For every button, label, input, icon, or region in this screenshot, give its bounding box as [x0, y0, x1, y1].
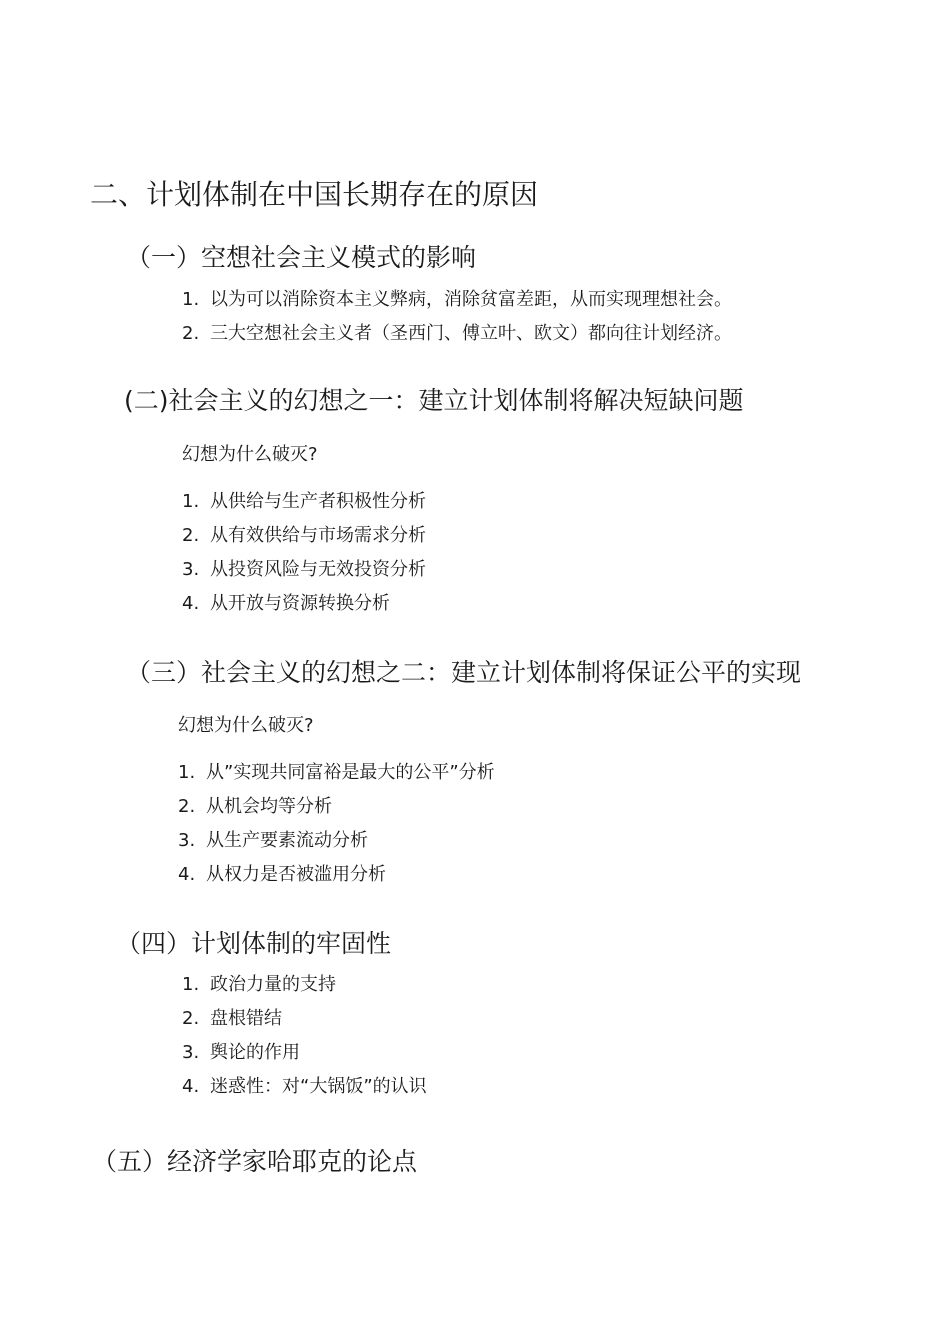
- list-item-number: 2.: [178, 796, 196, 817]
- list-item: [182, 1042, 300, 1064]
- list-item-text: 从权力是否被滥用分析: [206, 864, 386, 885]
- section-heading-3: （三）社会主义的幻想之二：建立计划体制将保证公平的实现: [126, 658, 802, 687]
- list-item-text: 政治力量的支持: [210, 974, 336, 995]
- list-item-text: 从机会均等分析: [206, 796, 332, 817]
- list-item: [182, 289, 732, 311]
- list-item-text: 从”实现共同富裕是最大的公平”分析: [206, 762, 495, 783]
- list-item: [182, 491, 426, 513]
- list-item-text: 以为可以消除资本主义弊病，消除贫富差距，从而实现理想社会。: [210, 289, 732, 310]
- list-item: [182, 593, 390, 615]
- list-item-text: 三大空想社会主义者（圣西门、傅立叶、欧文）都向往计划经济。: [210, 323, 732, 344]
- list-item-number: 4.: [182, 1076, 200, 1097]
- section-question: 幻想为什么破灭?: [182, 444, 318, 465]
- list-item-text: 舆论的作用: [210, 1042, 300, 1063]
- list-item: [182, 974, 336, 996]
- list-item-text: 从供给与生产者积极性分析: [210, 491, 426, 512]
- list-item-number: 1.: [182, 491, 200, 512]
- section-heading-4: （四）计划体制的牢固性: [116, 929, 392, 958]
- section-heading-2: (二)社会主义的幻想之一：建立计划体制将解决短缺问题: [124, 386, 744, 415]
- section-heading-5: （五）经济学家哈耶克的论点: [92, 1147, 418, 1176]
- list-item: [178, 762, 495, 784]
- list-item-number: 3.: [178, 830, 196, 851]
- list-item-number: 3.: [182, 1042, 200, 1063]
- list-item-number: 2.: [182, 525, 200, 546]
- list-item-number: 3.: [182, 559, 200, 580]
- list-item: [182, 525, 426, 547]
- list-item-number: 1.: [182, 289, 200, 310]
- list-item: [182, 1008, 282, 1030]
- list-item-text: 从开放与资源转换分析: [210, 593, 390, 614]
- list-item: [182, 1076, 427, 1098]
- list-item-text: 从投资风险与无效投资分析: [210, 559, 426, 580]
- section-question: 幻想为什么破灭?: [178, 715, 314, 736]
- list-item: [178, 830, 368, 852]
- list-item: [178, 864, 386, 886]
- list-item-number: 2.: [182, 323, 200, 344]
- document-title: 二、计划体制在中国长期存在的原因: [90, 178, 539, 211]
- section-heading-1: （一）空想社会主义模式的影响: [126, 243, 477, 272]
- list-item-text: 迷惑性：对“大锅饭”的认识: [210, 1076, 427, 1097]
- list-item-text: 盘根错结: [210, 1008, 282, 1029]
- list-item: [182, 559, 426, 581]
- list-item: [182, 323, 732, 345]
- list-item-text: 从有效供给与市场需求分析: [210, 525, 426, 546]
- list-item-text: 从生产要素流动分析: [206, 830, 368, 851]
- list-item-number: 2.: [182, 1008, 200, 1029]
- list-item-number: 4.: [178, 864, 196, 885]
- list-item-number: 1.: [178, 762, 196, 783]
- list-item: [178, 796, 332, 818]
- list-item-number: 4.: [182, 593, 200, 614]
- list-item-number: 1.: [182, 974, 200, 995]
